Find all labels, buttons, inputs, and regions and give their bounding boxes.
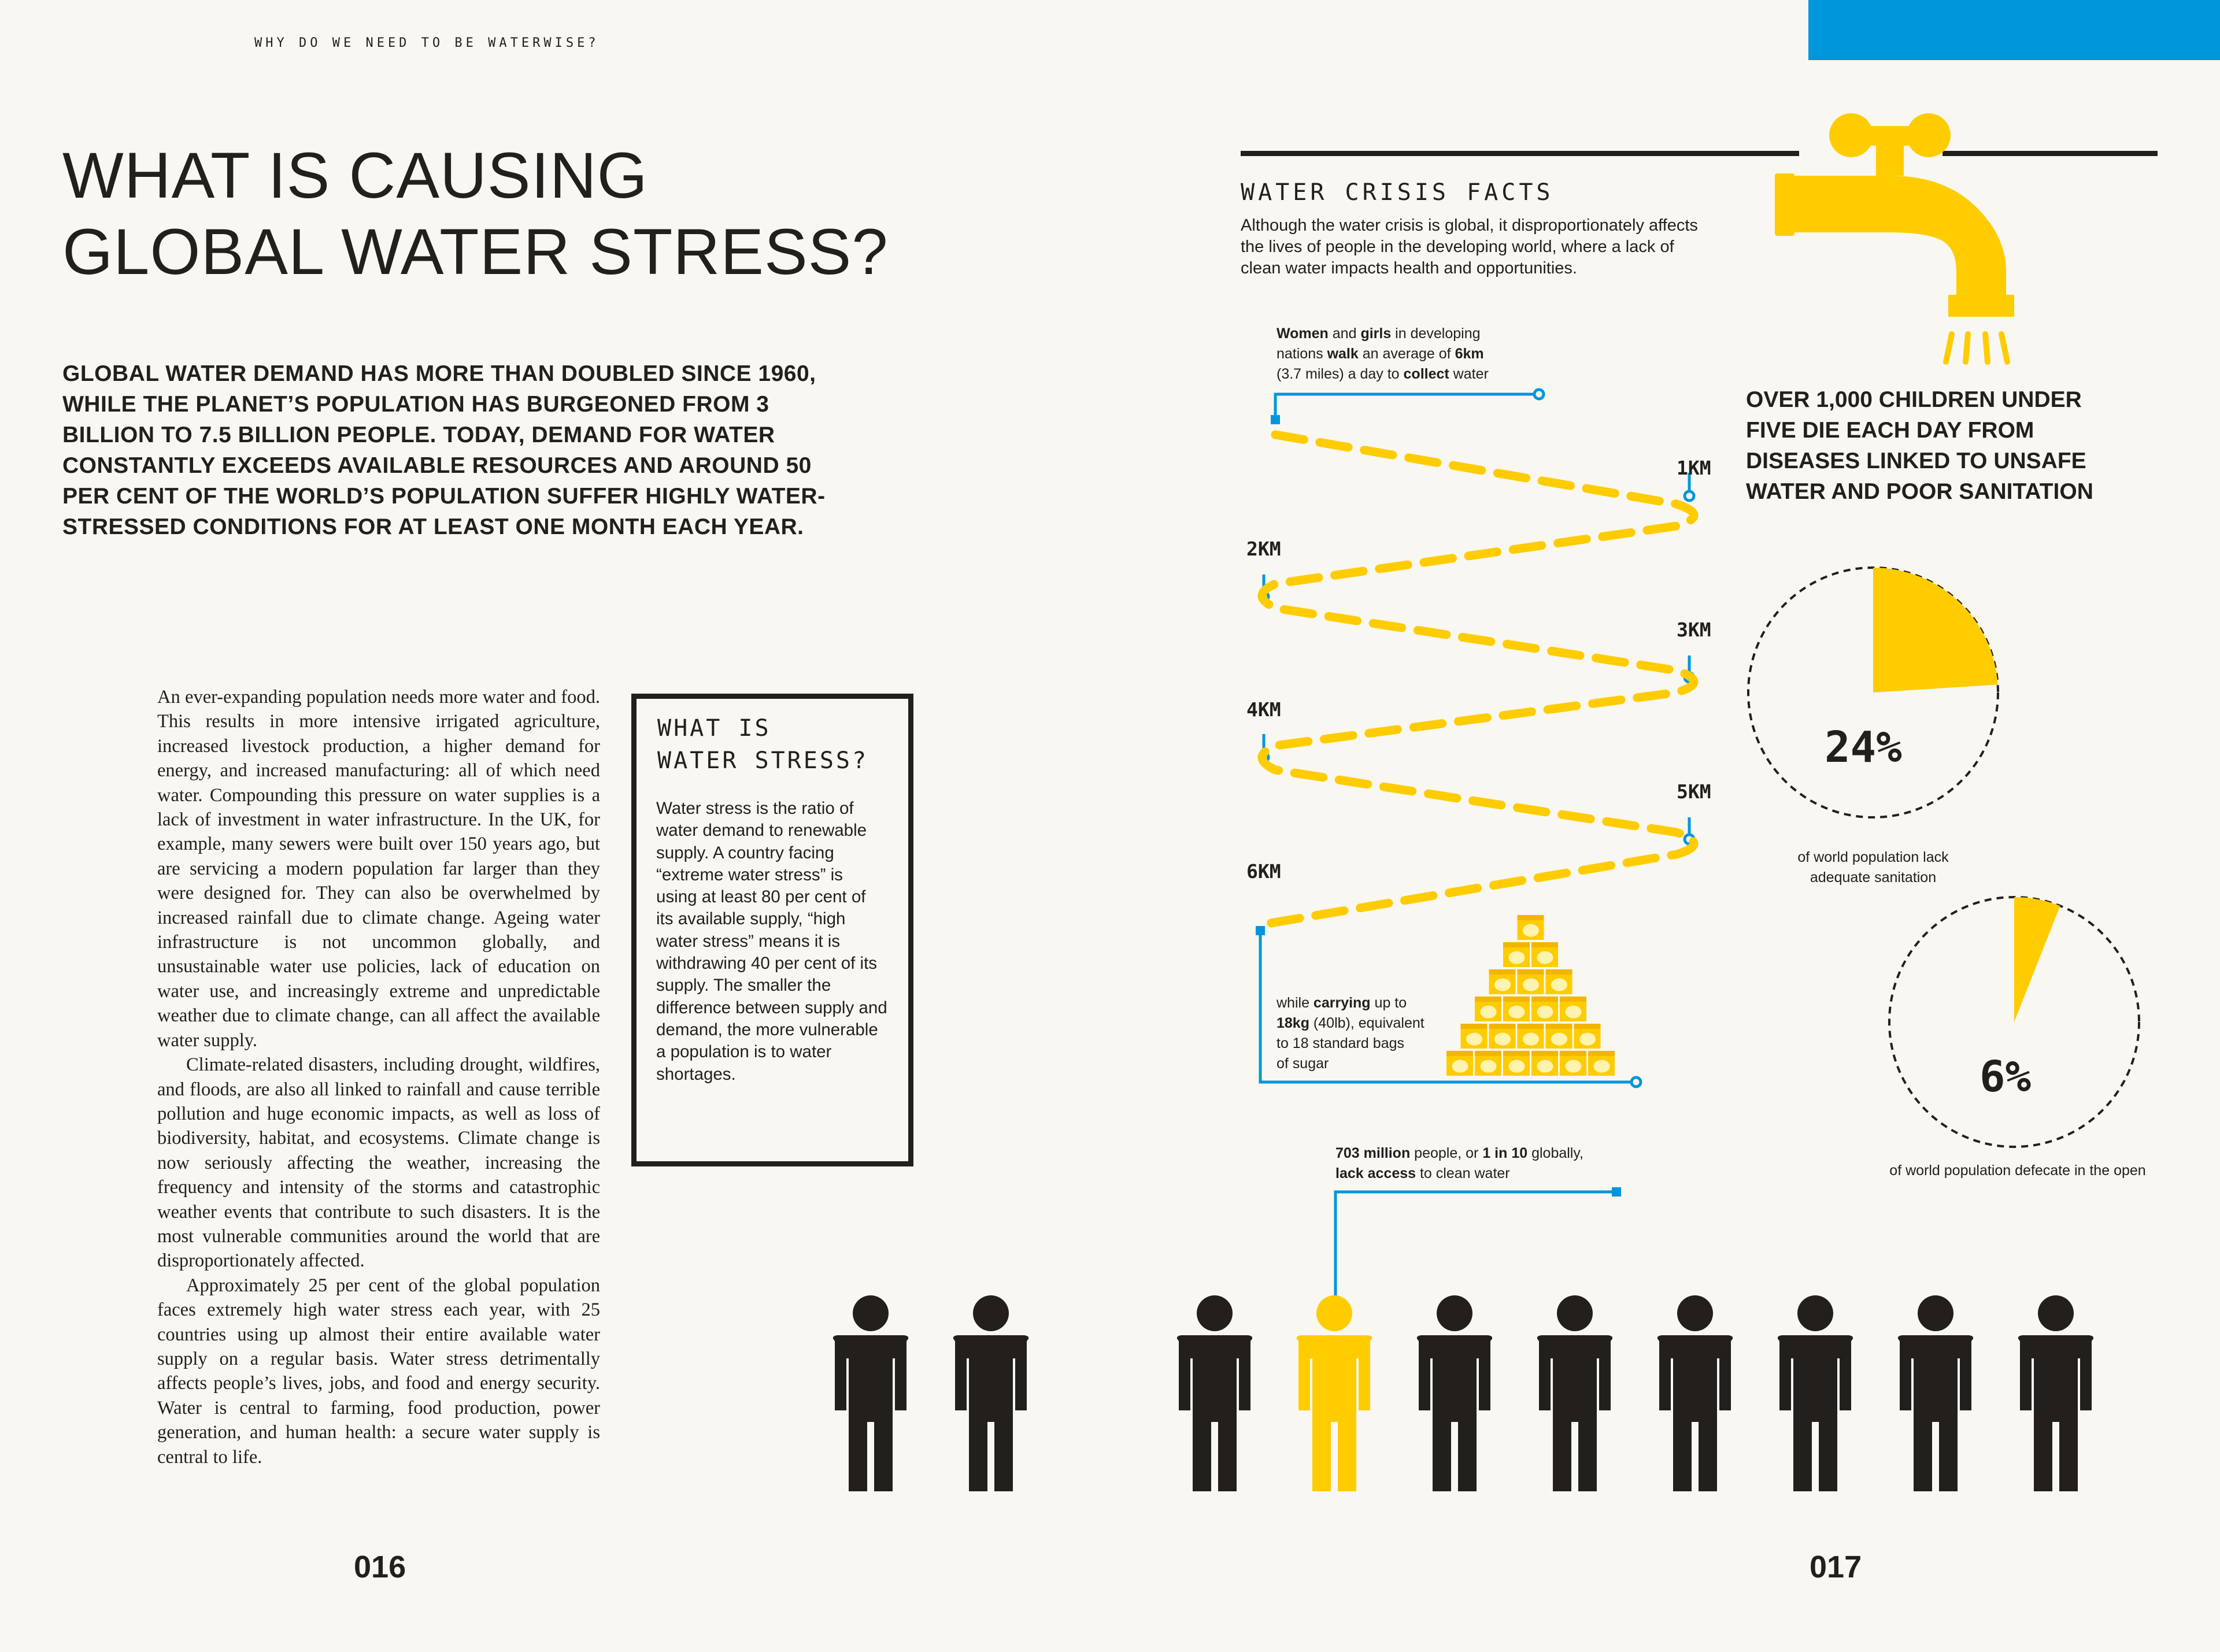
walk-girls: girls <box>1360 325 1392 342</box>
walking-path <box>1260 435 1694 925</box>
body-paragraph-2: Climate-related disasters, including drought, wildfires, and floods, are also all linked to rainfall and cause terrible pollution and huge economic impacts, as well as loss of biodiversity, habitat, and ecosystems. Climate change is now seriously affecting the weather, increasing the frequency and intensity of the storms and catastrophic weather events that contribute to such disasters. It is the most vulnerable communities around the world that are disproportionately affected. <box>157 1054 600 1272</box>
sidebar-body: Water stress is the ratio of water demand to renewable supply. A country facing “extreme water stress” is using at least 80 per cent of its available supply, “high water stress” means it is withdrawing 40 per cent of its supply. The smaller the difference between supply and demand, the more vulnerable a population is to water shortages. <box>656 799 887 1084</box>
defecate-caption: of world population defecate in the open <box>1889 1162 2146 1179</box>
walk-t5: water <box>1449 366 1489 382</box>
sidebar-title-line-2: WATER STRESS? <box>657 747 869 774</box>
children-fact: OVER 1,000 CHILDREN UNDER FIVE DIE EACH DAY FROM DISEASES LINKED TO UNSAFE WATER AND POOR SANITATION <box>1746 387 2093 504</box>
lead-paragraph: GLOBAL WATER DEMAND HAS MORE THAN DOUBLED SINCE 1960, WHILE THE PLANET’S POPULATION HAS BURGEONED FROM 3 BILLION TO 7.5 BILLION PEOPLE. TODAY, DEMAND FOR WATER CONSTANTLY EXCEEDS AVAILABLE RESOURCES AND AROUND 50 PER CENT OF THE WORLD’S POPULATION SUFFER HIGHLY WATER-STRESSED CONDITIONS FOR AT LEAST ONE MONTH EACH YEAR. <box>62 361 826 539</box>
sugar-bag <box>1518 1024 1544 1049</box>
access-b1: 703 million <box>1335 1145 1411 1161</box>
person-icon <box>1417 1295 1492 1491</box>
carry-post: up to <box>1370 995 1407 1011</box>
access-b3: lack access <box>1335 1165 1416 1181</box>
walk-collect: collect <box>1403 366 1449 382</box>
title-line-1: WHAT IS CAUSING <box>62 139 648 212</box>
access-t2: globally, <box>1527 1145 1583 1161</box>
sugar-bag <box>1531 997 1558 1021</box>
carry-l4: of sugar <box>1276 1055 1329 1072</box>
carry-l3: to 18 standard bags <box>1276 1035 1404 1051</box>
sugar-bag <box>1574 1024 1601 1049</box>
sugar-bag <box>1518 915 1544 940</box>
sugar-bag <box>1518 969 1544 994</box>
sugar-bag <box>1560 1051 1586 1076</box>
sugar-bags-pyramid <box>1446 915 1615 1076</box>
walk-t2: nations <box>1276 346 1327 362</box>
carry-note <box>1276 993 1462 1074</box>
sugar-bag <box>1475 1051 1501 1076</box>
walk-six: 6km <box>1455 346 1484 362</box>
person-icon <box>1177 1295 1252 1491</box>
sugar-bag <box>1546 1024 1572 1049</box>
body-paragraph-1: An ever-expanding population needs more water and food. This results in more intensive irrigated agriculture, increased livestock production, a higher demand for energy, and increased manufacturing: all of which need water. Compounding this pressure on water supplies is a lack of investment in water infrastructure. In the UK, for example, many sewers were built over 150 years ago, but are servicing a modern population far larger than they were designed for. They can also be overwhelmed by increased rainfall due to climate change. Ageing water infrastructure is not uncommon globally, and unsustainable water use policies, lack of education on water use, and increasingly extreme and unpredictable weather due to climate change, can all affect the available water supply. <box>157 687 600 1051</box>
walk-t4: (3.7 miles) a day to <box>1276 366 1404 382</box>
person-icon <box>953 1295 1028 1491</box>
facts-title: WATER CRISIS FACTS <box>1241 179 1554 206</box>
sugar-bag <box>1503 997 1530 1021</box>
carry-bold: carrying <box>1313 995 1371 1011</box>
sanitation-caption-l2: adequate sanitation <box>1810 869 1937 886</box>
sugar-bag <box>1531 1051 1558 1076</box>
leader-walk <box>1275 394 1537 421</box>
person-icon <box>1778 1295 1853 1491</box>
km-label-1: 1KM <box>1677 457 1711 479</box>
leader-access <box>1335 1192 1616 1301</box>
person-icon <box>1537 1295 1612 1491</box>
walk-t1: in developing <box>1391 325 1481 342</box>
facts-body: Although the water crisis is global, it disproportionately affects the lives of people in the developing world, where a lack of clean water impacts health and opportunities. <box>1241 216 1698 277</box>
carry-kg-post: (40lb), equivalent <box>1309 1015 1424 1031</box>
running-head: WHY DO WE NEED TO BE WATERWISE? <box>254 36 600 50</box>
page-number-left: 016 <box>354 1550 406 1584</box>
access-note <box>1335 1143 1636 1184</box>
title-line-2: GLOBAL WATER STRESS? <box>62 216 889 288</box>
walk-walk: walk <box>1327 346 1359 362</box>
defecate-pie-slice <box>2014 897 2060 1022</box>
person-icon <box>1657 1295 1733 1491</box>
sugar-bag <box>1588 1051 1615 1076</box>
walk-note <box>1276 324 1542 384</box>
km-label-5: 5KM <box>1677 780 1711 803</box>
defecate-pie <box>1889 897 2139 1147</box>
sanitation-percent: 24% <box>1825 723 1902 772</box>
people-row <box>833 1295 2093 1491</box>
water-tap-icon <box>1775 113 2014 317</box>
sugar-bag <box>1461 1024 1488 1049</box>
walk-women: Women <box>1276 325 1329 342</box>
sugar-bag <box>1503 942 1530 967</box>
walk-and: and <box>1328 325 1361 342</box>
sanitation-pie-slice <box>1873 568 1998 692</box>
walk-t3: an average of <box>1358 346 1455 362</box>
sidebar-title-line-1: WHAT IS <box>657 715 771 742</box>
km-label-4: 4KM <box>1246 698 1281 721</box>
sugar-bag <box>1560 997 1586 1021</box>
sanitation-caption <box>1758 847 1989 888</box>
leader-squares <box>1256 415 1621 1197</box>
sugar-bag <box>1546 969 1572 994</box>
person-icon <box>2018 1295 2093 1491</box>
access-t3: to clean water <box>1416 1165 1510 1181</box>
km-label-6: 6KM <box>1246 860 1281 883</box>
person-highlighted-icon <box>1297 1295 1372 1491</box>
water-drops-icon <box>1946 334 2007 362</box>
person-icon <box>833 1295 908 1491</box>
body-paragraph-3: Approximately 25 per cent of the global population faces extremely high water stress each year, with 25 countries using up almost their entire available water supply on a regular basis. Water stress detrimentally affects people’s lives, jobs, and food and energy security. Water is central to farming, food production, power generation, and human health: a secure water supply is central to life. <box>157 1275 600 1468</box>
sugar-bag <box>1489 1024 1516 1049</box>
access-t1: people, or <box>1410 1145 1483 1161</box>
km-label-2: 2KM <box>1246 538 1281 560</box>
carry-kg: 18kg <box>1276 1015 1309 1031</box>
sugar-bag <box>1475 997 1501 1021</box>
sugar-bag <box>1503 1051 1530 1076</box>
sugar-bag <box>1489 969 1516 994</box>
sanitation-caption-l1: of world population lack <box>1797 849 1949 865</box>
carry-pre: while <box>1276 995 1314 1011</box>
defecate-percent: 6% <box>1980 1052 2032 1102</box>
km-label-3: 3KM <box>1677 618 1711 641</box>
sanitation-pie <box>1748 568 1998 817</box>
person-icon <box>1898 1295 1973 1491</box>
access-b2: 1 in 10 <box>1482 1145 1528 1161</box>
sugar-bag <box>1531 942 1558 967</box>
page-number-right: 017 <box>1810 1550 1862 1584</box>
